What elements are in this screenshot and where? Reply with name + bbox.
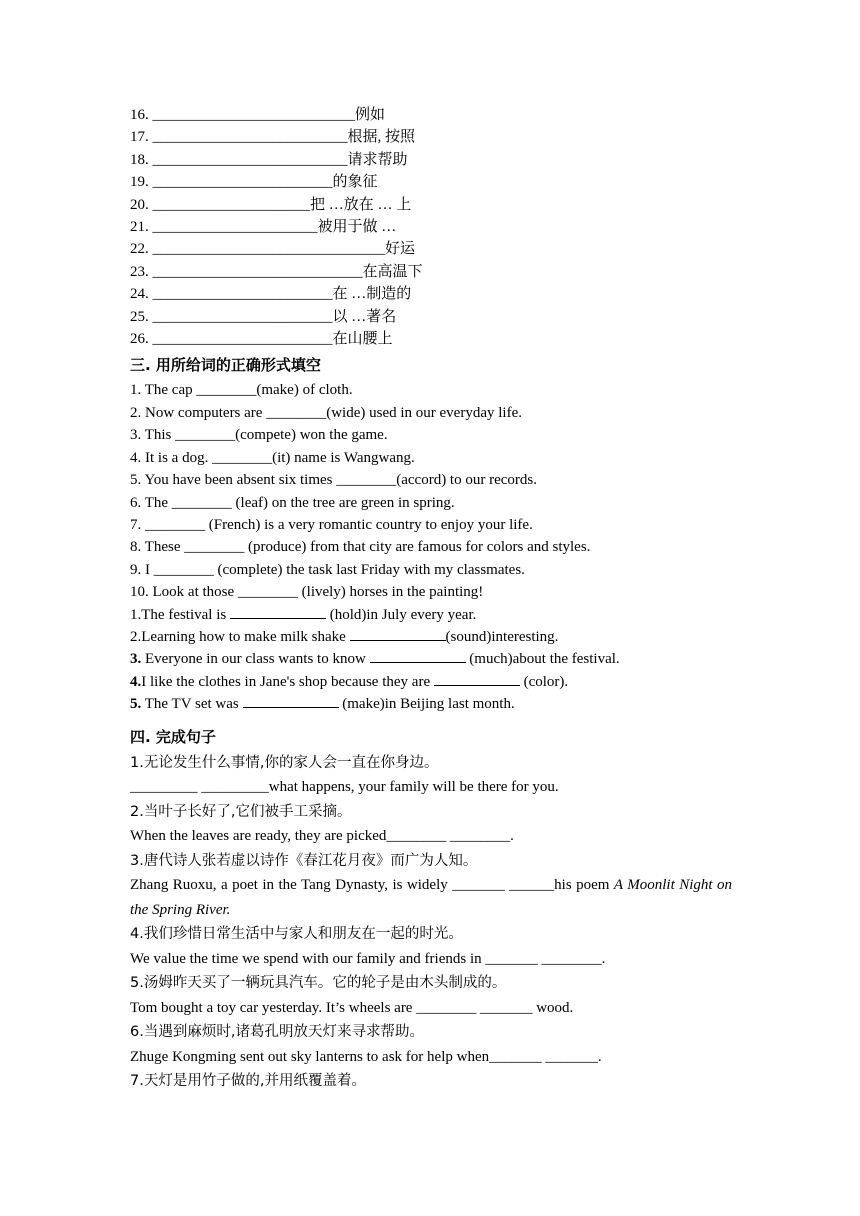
vocab-blank[interactable]: ________________________ [152, 286, 333, 303]
vocab-item[interactable] [130, 171, 732, 193]
vocab-item[interactable] [130, 104, 732, 126]
fill-in-item[interactable] [130, 626, 732, 648]
vocab-number: 25. [130, 308, 149, 325]
q2-english[interactable]: When the leaves are ready, they are picked________ ________. [130, 828, 514, 845]
q1-chinese: 1.无论发生什么事情,你的家人会一直在你身边。 [130, 754, 439, 771]
answer-blank[interactable] [243, 693, 339, 708]
vocab-item[interactable] [130, 149, 732, 171]
fill-in-item[interactable]: 9. I ________ (complete) the task last Friday with my classmates. [130, 561, 525, 578]
item-number: 5. [130, 696, 142, 713]
item-hint: (hold)in July every year. [325, 606, 477, 623]
q3-english[interactable] [130, 873, 732, 922]
vocab-chinese: 在山腰上 [332, 331, 393, 348]
vocab-chinese: 在 …制造的 [332, 286, 412, 303]
q4-english[interactable]: We value the time we spend with our family and friends in _______ ________. [130, 950, 606, 967]
vocab-item[interactable] [130, 238, 732, 260]
fill-in-item[interactable] [130, 648, 732, 670]
vocab-number: 22. [130, 241, 149, 258]
vocab-item[interactable] [130, 261, 732, 283]
vocab-item[interactable] [130, 283, 732, 305]
q6-chinese: 6.当遇到麻烦时,诸葛孔明放天灯来寻求帮助。 [130, 1024, 424, 1041]
vocab-number: 26. [130, 331, 149, 348]
vocab-blank[interactable]: ________________________ [152, 308, 333, 325]
vocab-item[interactable] [130, 328, 732, 350]
fill-in-item[interactable]: 7. ________ (French) is a very romantic country to enjoy your life. [130, 516, 533, 533]
vocab-blank[interactable]: _____________________ [152, 196, 310, 213]
vocab-chinese: 的象征 [332, 174, 378, 191]
q6-english[interactable]: Zhuge Kongming sent out sky lanterns to ask for help when_______ _______. [130, 1048, 602, 1065]
vocab-chinese: 把 …放在 … 上 [310, 196, 412, 213]
vocab-item[interactable] [130, 194, 732, 216]
item-number: 1. [130, 606, 142, 623]
vocab-number: 16. [130, 107, 149, 123]
vocab-item[interactable] [130, 306, 732, 328]
vocab-list [130, 104, 732, 350]
answer-blank[interactable] [230, 604, 326, 619]
q3-poem-title: A Moonlit Night on the Spring River. [130, 877, 733, 918]
vocab-blank[interactable]: ________________________ [152, 174, 333, 191]
vocab-chinese: 在高温下 [362, 263, 423, 280]
vocab-number: 18. [130, 151, 149, 168]
vocab-chinese: 例如 [355, 107, 386, 123]
section3-list-2 [130, 604, 732, 716]
item-number: 3. [130, 651, 142, 668]
item-text: I like the clothes in Jane's shop because they are [141, 673, 434, 690]
item-hint: (sound)interesting. [445, 628, 559, 645]
fill-in-item[interactable] [130, 604, 732, 626]
vocab-blank[interactable]: ______________________ [152, 219, 318, 236]
fill-in-item[interactable]: 5. You have been absent six times ________(accord) to our records. [130, 472, 537, 489]
fill-in-item[interactable] [130, 671, 732, 693]
vocab-chinese: 请求帮助 [347, 151, 408, 168]
vocab-number: 17. [130, 129, 149, 146]
fill-in-item[interactable]: 8. These ________ (produce) from that city are famous for colors and styles. [130, 539, 591, 556]
fill-in-item[interactable] [130, 693, 732, 715]
q1-english[interactable]: _________ _________what happens, your family will be there for you. [130, 779, 559, 796]
item-text: Everyone in our class wants to know [141, 651, 370, 668]
q7-chinese: 7.天灯是用竹子做的,并用纸覆盖着。 [130, 1073, 366, 1090]
section4-title: 四. 完成句子 [130, 727, 216, 746]
q5-chinese: 5.汤姆昨天买了一辆玩具汽车。它的轮子是由木头制成的。 [130, 975, 507, 992]
vocab-blank[interactable]: __________________________ [152, 129, 348, 146]
fill-in-item[interactable]: 3. This ________(compete) won the game. [130, 427, 388, 444]
vocab-item[interactable] [130, 126, 732, 148]
vocab-chinese: 被用于做 … [317, 219, 397, 236]
vocab-chinese: 好运 [385, 241, 416, 258]
q5-english[interactable]: Tom bought a toy car yesterday. It’s wheels are ________ _______ wood. [130, 999, 574, 1016]
worksheet-page [130, 104, 732, 1094]
q4-chinese: 4.我们珍惜日常生活中与家人和朋友在一起的时光。 [130, 926, 463, 943]
vocab-blank[interactable]: ____________________________ [152, 263, 363, 280]
vocab-item[interactable] [130, 216, 732, 238]
answer-blank[interactable] [350, 626, 446, 641]
item-text: The TV set was [141, 696, 243, 713]
fill-in-item[interactable]: 4. It is a dog. ________(it) name is Wangwang. [130, 449, 415, 466]
answer-blank[interactable] [370, 648, 466, 663]
item-hint: (make)in Beijing last month. [338, 696, 515, 713]
vocab-blank[interactable]: ________________________ [152, 331, 333, 348]
vocab-number: 24. [130, 286, 149, 303]
vocab-chinese: 根据, 按照 [347, 129, 416, 146]
q3-english-text: Zhang Ruoxu, a poet in the Tang Dynasty, is widely _______ ______his poem [130, 877, 614, 894]
fill-in-item[interactable]: 1. The cap ________(make) of cloth. [130, 382, 353, 399]
vocab-number: 19. [130, 174, 149, 191]
answer-blank[interactable] [434, 671, 520, 686]
section3-title: 三. 用所给词的正确形式填空 [130, 356, 321, 375]
vocab-number: 20. [130, 196, 149, 213]
fill-in-item[interactable]: 6. The ________ (leaf) on the tree are green in spring. [130, 494, 455, 511]
item-text: Learning how to make milk shake [141, 628, 350, 645]
item-hint: (much)about the festival. [465, 651, 620, 668]
vocab-blank[interactable]: __________________________ [152, 151, 348, 168]
fill-in-item[interactable]: 2. Now computers are ________(wide) used in our everyday life. [130, 404, 522, 421]
section3-list [130, 379, 732, 603]
item-number: 4. [130, 673, 142, 690]
vocab-blank[interactable]: _______________________________ [152, 241, 385, 258]
vocab-number: 21. [130, 219, 149, 236]
fill-in-item[interactable]: 10. Look at those ________ (lively) horses in the painting! [130, 584, 484, 601]
item-text: The festival is [141, 606, 230, 623]
q3-chinese: 3.唐代诗人张若虚以诗作《春江花月夜》而广为人知。 [130, 852, 478, 869]
q2-chinese: 2.当叶子长好了,它们被手工采摘。 [130, 803, 352, 820]
vocab-blank[interactable]: ___________________________ [152, 107, 355, 123]
vocab-number: 23. [130, 263, 149, 280]
item-hint: (color). [519, 673, 569, 690]
item-number: 2. [130, 628, 142, 645]
vocab-chinese: 以 …著名 [332, 308, 397, 325]
